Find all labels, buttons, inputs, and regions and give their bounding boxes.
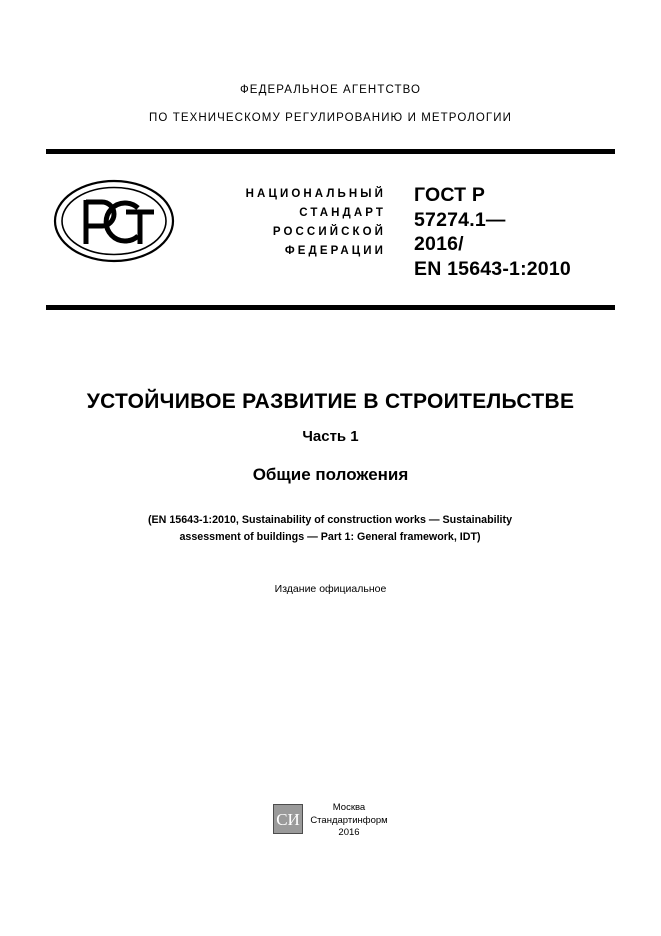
standard-number-line-2: 57274.1— xyxy=(414,208,506,231)
publisher-text xyxy=(310,798,387,840)
national-standard-block xyxy=(186,185,386,261)
standard-number-block xyxy=(414,183,624,281)
title-english-line-2: assessment of buildings — Part 1: General framework, IDT) xyxy=(179,531,481,543)
gost-r-emblem xyxy=(52,178,177,264)
standartinform-logo xyxy=(273,804,303,834)
divider-top xyxy=(46,149,615,154)
publisher-name: Стандартинформ xyxy=(310,814,388,826)
divider-bottom xyxy=(46,305,615,310)
standard-number-line-1: ГОСТ Р xyxy=(414,184,486,206)
agency-header xyxy=(46,84,615,124)
publisher-year: 2016 xyxy=(338,827,360,838)
title-english-line-1: (EN 15643-1:2010, Sustainability of construction works — Sustainability xyxy=(147,514,513,526)
publisher-city: Москва xyxy=(332,802,366,813)
title-english-equivalent xyxy=(80,512,580,546)
official-edition-note: Издание официальное xyxy=(274,583,387,595)
national-standard-line-2: СТАНДАРТ xyxy=(299,207,386,219)
national-standard-line-4: ФЕДЕРАЦИИ xyxy=(284,245,386,257)
page-title: УСТОЙЧИВОЕ РАЗВИТИЕ В СТРОИТЕЛЬСТВЕ xyxy=(86,390,575,413)
publisher-footer xyxy=(46,798,615,840)
svg-text:СИ: СИ xyxy=(276,810,301,829)
agency-line-2: ПО ТЕХНИЧЕСКОМУ РЕГУЛИРОВАНИЮ И МЕТРОЛОГИИ xyxy=(148,112,512,124)
national-standard-line-3: РОССИЙСКОЙ xyxy=(272,226,386,238)
standard-number-line-4: EN 15643-1:2010 xyxy=(414,257,571,280)
national-standard-line-1: НАЦИОНАЛЬНЫЙ xyxy=(245,188,386,200)
standard-number-line-3: 2016/ xyxy=(414,233,464,255)
title-part: Часть 1 xyxy=(302,428,359,445)
agency-line-1: ФЕДЕРАЛЬНОЕ АГЕНТСТВО xyxy=(239,84,422,96)
title-subtitle: Общие положения xyxy=(252,465,409,484)
